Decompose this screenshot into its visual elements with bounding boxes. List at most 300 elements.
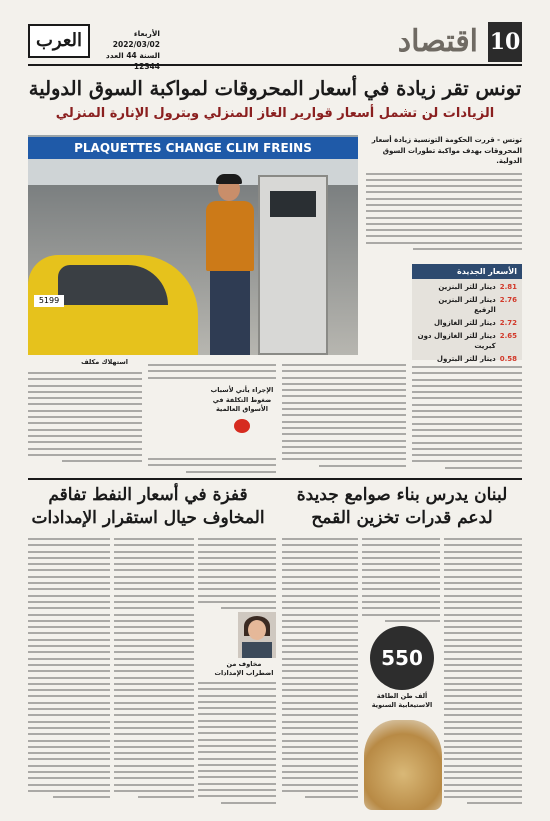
text-line — [444, 620, 522, 622]
text-line — [282, 645, 358, 647]
text-line — [114, 595, 194, 597]
text-line — [412, 448, 522, 450]
text-line — [366, 185, 522, 187]
body-column — [412, 366, 522, 473]
text-line — [114, 569, 194, 571]
text-line — [282, 446, 406, 448]
text-line — [444, 771, 522, 773]
text-line — [28, 677, 110, 679]
text-line — [114, 538, 194, 540]
section-title: اقتصاد — [397, 24, 478, 59]
text-line — [28, 777, 110, 779]
text-line — [198, 701, 276, 703]
text-line — [28, 582, 110, 584]
text-line — [445, 467, 522, 469]
text-line — [444, 614, 522, 616]
portrait-caption: مخاوف من اضطراب الإمدادات — [214, 660, 274, 677]
text-line — [28, 651, 110, 653]
text-line — [28, 784, 110, 786]
body-column — [28, 372, 142, 466]
text-line — [114, 576, 194, 578]
text-line — [282, 427, 406, 429]
text-line — [413, 248, 522, 250]
text-line — [444, 677, 522, 679]
text-line — [412, 429, 522, 431]
text-line — [198, 588, 276, 590]
text-line — [28, 569, 110, 571]
text-line — [28, 614, 110, 616]
text-line — [28, 416, 142, 418]
text-line — [444, 714, 522, 716]
text-line — [282, 784, 358, 786]
text-line — [444, 658, 522, 660]
text-line — [305, 796, 358, 798]
text-line — [28, 595, 110, 597]
text-line — [282, 563, 358, 565]
text-line — [412, 385, 522, 387]
text-line — [114, 664, 194, 666]
text-line — [366, 217, 522, 219]
text-line — [282, 377, 406, 379]
text-line — [282, 626, 358, 628]
text-line — [28, 790, 110, 792]
text-line — [366, 204, 522, 206]
text-line — [114, 765, 194, 767]
text-line — [28, 588, 110, 590]
text-line — [28, 403, 142, 405]
text-line — [412, 372, 522, 374]
text-line — [198, 764, 276, 766]
text-line — [412, 410, 522, 412]
text-line — [198, 707, 276, 709]
text-line — [221, 607, 276, 609]
body-column — [198, 538, 276, 614]
page-number: 10 — [488, 22, 522, 62]
text-line — [366, 191, 522, 193]
portrait-shirt — [242, 642, 272, 658]
text-line — [114, 746, 194, 748]
prices-title: الأسعار الجديدة — [412, 264, 522, 279]
text-line — [114, 651, 194, 653]
text-line — [444, 557, 522, 559]
text-line — [28, 727, 110, 729]
price-row — [412, 328, 522, 351]
text-line — [198, 601, 276, 603]
text-line — [198, 783, 276, 785]
text-line — [362, 576, 440, 578]
text-line — [282, 758, 358, 760]
text-line — [282, 664, 358, 666]
text-line — [28, 626, 110, 628]
text-line — [114, 777, 194, 779]
text-line — [444, 588, 522, 590]
text-line — [221, 802, 276, 804]
price-row — [412, 315, 522, 328]
text-line — [28, 689, 110, 691]
text-line — [362, 614, 440, 616]
text-line — [282, 414, 406, 416]
text-line — [444, 721, 522, 723]
text-line — [198, 688, 276, 690]
text-line — [444, 563, 522, 565]
text-line — [28, 448, 142, 450]
text-line — [444, 538, 522, 540]
text-line — [198, 576, 276, 578]
price-label: دينار للتر الغازوال — [433, 319, 496, 327]
text-line — [366, 242, 522, 244]
body-column — [444, 538, 522, 809]
text-line — [362, 607, 440, 609]
text-line — [114, 544, 194, 546]
text-line — [412, 416, 522, 418]
text-line — [198, 557, 276, 559]
price-label: دينار للتر الغازوال دون كبريت — [417, 332, 496, 350]
text-line — [28, 740, 110, 742]
text-line — [412, 423, 522, 425]
text-line — [114, 714, 194, 716]
text-line — [444, 702, 522, 704]
text-line — [282, 588, 358, 590]
text-line — [282, 370, 406, 372]
text-line — [148, 377, 276, 379]
text-line — [444, 790, 522, 792]
text-line — [114, 614, 194, 616]
text-line — [28, 632, 110, 634]
text-line — [198, 569, 276, 571]
price-label: دينار للتر البنزين — [438, 283, 496, 291]
text-line — [114, 752, 194, 754]
text-line — [444, 607, 522, 609]
text-line — [282, 576, 358, 578]
text-line — [62, 460, 142, 462]
text-line — [444, 777, 522, 779]
text-line — [282, 677, 358, 679]
text-line — [444, 601, 522, 603]
text-line — [198, 720, 276, 722]
text-line — [362, 557, 440, 559]
text-line — [114, 670, 194, 672]
text-line — [282, 777, 358, 779]
text-line — [444, 752, 522, 754]
yellow-car — [28, 255, 198, 355]
text-line — [28, 620, 110, 622]
text-line — [28, 721, 110, 723]
text-line — [28, 645, 110, 647]
body-column — [148, 364, 276, 383]
text-line — [282, 620, 358, 622]
text-line — [467, 802, 522, 804]
photo-shop-sign: PLAQUETTES CHANGE CLIM FREINS — [28, 137, 358, 159]
text-line — [444, 708, 522, 710]
text-line — [28, 544, 110, 546]
text-line — [114, 632, 194, 634]
text-line — [114, 689, 194, 691]
text-line — [114, 695, 194, 697]
text-line — [282, 538, 358, 540]
attendant-legs — [210, 271, 250, 355]
text-line — [366, 179, 522, 181]
text-line — [114, 626, 194, 628]
text-line — [444, 632, 522, 634]
text-line — [282, 582, 358, 584]
text-line — [28, 683, 110, 685]
text-line — [444, 758, 522, 760]
text-line — [444, 595, 522, 597]
text-line — [198, 544, 276, 546]
text-line — [282, 695, 358, 697]
text-line — [198, 595, 276, 597]
text-line — [28, 410, 142, 412]
text-line — [282, 614, 358, 616]
text-line — [114, 758, 194, 760]
text-line — [198, 795, 276, 797]
text-line — [114, 740, 194, 742]
text-line — [28, 538, 110, 540]
text-line — [148, 364, 276, 366]
text-line — [444, 796, 522, 798]
text-line — [282, 727, 358, 729]
photo-caption: استهلاك مكلف — [81, 358, 128, 366]
text-line — [444, 670, 522, 672]
text-line — [282, 544, 358, 546]
main-subheadline: الزيادات لن تشمل أسعار قوارير الغاز المنزلي وبترول الإنارة المنزلي — [55, 106, 495, 121]
text-line — [28, 454, 142, 456]
text-line — [282, 440, 406, 442]
text-line — [366, 173, 522, 175]
text-line — [282, 790, 358, 792]
text-line — [28, 551, 110, 553]
text-line — [444, 683, 522, 685]
text-line — [282, 569, 358, 571]
pull-quote — [208, 386, 276, 456]
price-value: 2.65 — [499, 332, 517, 340]
text-line — [114, 645, 194, 647]
text-line — [366, 210, 522, 212]
text-line — [412, 404, 522, 406]
text-line — [282, 395, 406, 397]
text-line — [28, 670, 110, 672]
masthead — [28, 20, 522, 71]
text-line — [282, 740, 358, 742]
text-line — [28, 441, 142, 443]
text-line — [282, 670, 358, 672]
text-line — [28, 557, 110, 559]
price-label: دينار للتر البترول — [436, 355, 496, 363]
silo-capacity-caption: ألف طن الطاقة الاستيعابية السنوية — [371, 692, 433, 709]
text-line — [366, 198, 522, 200]
intro-column — [366, 135, 522, 254]
text-line — [114, 557, 194, 559]
new-prices-box — [412, 264, 522, 363]
text-line — [114, 708, 194, 710]
issue-date: الأربعاء 2022/03/02 — [112, 29, 160, 49]
oil-headline: قفزة في أسعار النفط تفاقم المخاوف حيال استقرار الإمدادات — [31, 485, 265, 528]
text-line — [444, 664, 522, 666]
text-line — [362, 595, 440, 597]
text-line — [186, 471, 276, 473]
portrait-face — [248, 620, 266, 640]
text-line — [444, 740, 522, 742]
text-line — [444, 544, 522, 546]
text-line — [28, 435, 142, 437]
text-line — [114, 582, 194, 584]
text-line — [114, 733, 194, 735]
text-line — [28, 746, 110, 748]
text-line — [444, 645, 522, 647]
body-column — [148, 458, 276, 477]
text-line — [28, 658, 110, 660]
text-line — [198, 551, 276, 553]
text-line — [282, 408, 406, 410]
issue-number: السنة 44 العدد 12344 — [105, 51, 160, 71]
text-line — [444, 727, 522, 729]
text-line — [282, 383, 406, 385]
newspaper-logo: العرب — [28, 24, 90, 58]
text-line — [148, 458, 276, 460]
body-column — [362, 538, 440, 626]
price-value: 0.58 — [499, 355, 517, 363]
text-line — [282, 364, 406, 366]
price-value: 2.72 — [499, 319, 517, 327]
text-line — [444, 733, 522, 735]
text-line — [319, 465, 406, 467]
text-line — [114, 658, 194, 660]
body-column — [282, 364, 406, 471]
price-row — [412, 292, 522, 315]
price-value: 2.76 — [499, 296, 517, 304]
text-line — [412, 460, 522, 462]
text-line — [282, 746, 358, 748]
section-divider — [28, 478, 522, 480]
text-line — [444, 569, 522, 571]
text-line — [28, 391, 142, 393]
text-line — [366, 223, 522, 225]
intro-text: تونس - قررت الحكومة التونسية زيادة أسعار المحروقات بهدف مواكبة تطورات السوق الدولية. — [371, 136, 522, 165]
text-line — [198, 739, 276, 741]
silo-capacity-stat: 550 — [370, 626, 434, 690]
text-line — [114, 683, 194, 685]
price-row — [412, 351, 522, 364]
text-line — [114, 784, 194, 786]
text-line — [198, 563, 276, 565]
text-line — [198, 770, 276, 772]
fuel-station-photo — [28, 135, 358, 355]
text-line — [282, 702, 358, 704]
text-line — [198, 732, 276, 734]
text-line — [385, 620, 440, 622]
text-line — [412, 366, 522, 368]
body-column — [28, 538, 110, 802]
issue-info — [96, 28, 160, 72]
text-line — [282, 421, 406, 423]
price-row — [412, 279, 522, 292]
text-line — [282, 683, 358, 685]
text-line — [282, 389, 406, 391]
text-line — [362, 601, 440, 603]
fuel-attendant — [204, 177, 256, 355]
text-line — [282, 632, 358, 634]
text-line — [282, 601, 358, 603]
text-line — [28, 752, 110, 754]
text-line — [282, 658, 358, 660]
text-line — [28, 758, 110, 760]
text-line — [444, 695, 522, 697]
text-line — [198, 745, 276, 747]
text-line — [28, 385, 142, 387]
text-line — [412, 391, 522, 393]
attendant-cap — [216, 174, 242, 184]
text-line — [198, 538, 276, 540]
pull-quote-text: الإجراء يأتي لأسباب ضغوط التكلفة في الأسواق العالمية — [210, 386, 274, 413]
lebanon-headline: لبنان يدرس بناء صوامع جديدة لدعم قدرات تخزين القمح — [296, 485, 508, 528]
text-line — [444, 651, 522, 653]
text-line — [28, 708, 110, 710]
text-line — [28, 765, 110, 767]
text-line — [282, 551, 358, 553]
text-line — [28, 702, 110, 704]
text-line — [114, 771, 194, 773]
text-line — [28, 372, 142, 374]
text-line — [28, 607, 110, 609]
price-label: دينار للتر البنزين الرفيع — [438, 296, 496, 314]
text-line — [282, 752, 358, 754]
pump-screen — [270, 191, 316, 217]
text-line — [362, 544, 440, 546]
text-line — [282, 721, 358, 723]
text-line — [138, 796, 194, 798]
text-line — [282, 771, 358, 773]
text-line — [114, 721, 194, 723]
text-line — [114, 607, 194, 609]
text-line — [28, 601, 110, 603]
text-line — [362, 563, 440, 565]
text-line — [198, 751, 276, 753]
text-line — [114, 551, 194, 553]
intro-body-lines — [366, 173, 522, 251]
text-line — [412, 379, 522, 381]
tunisia-flag-icon — [234, 419, 250, 433]
text-line — [198, 726, 276, 728]
text-line — [362, 582, 440, 584]
body-column — [198, 682, 276, 808]
text-line — [282, 595, 358, 597]
text-line — [282, 765, 358, 767]
text-line — [114, 601, 194, 603]
text-line — [198, 682, 276, 684]
text-line — [412, 397, 522, 399]
text-line — [198, 758, 276, 760]
attendant-body — [206, 201, 254, 271]
text-line — [282, 733, 358, 735]
text-line — [444, 689, 522, 691]
text-line — [366, 235, 522, 237]
text-line — [362, 569, 440, 571]
text-line — [282, 607, 358, 609]
text-line — [444, 746, 522, 748]
text-line — [114, 727, 194, 729]
text-line — [412, 442, 522, 444]
text-line — [444, 626, 522, 628]
text-line — [282, 452, 406, 454]
text-line — [28, 422, 142, 424]
text-line — [282, 689, 358, 691]
body-column — [114, 538, 194, 802]
text-line — [362, 538, 440, 540]
text-line — [282, 714, 358, 716]
text-line — [114, 620, 194, 622]
text-line — [114, 588, 194, 590]
text-line — [444, 576, 522, 578]
